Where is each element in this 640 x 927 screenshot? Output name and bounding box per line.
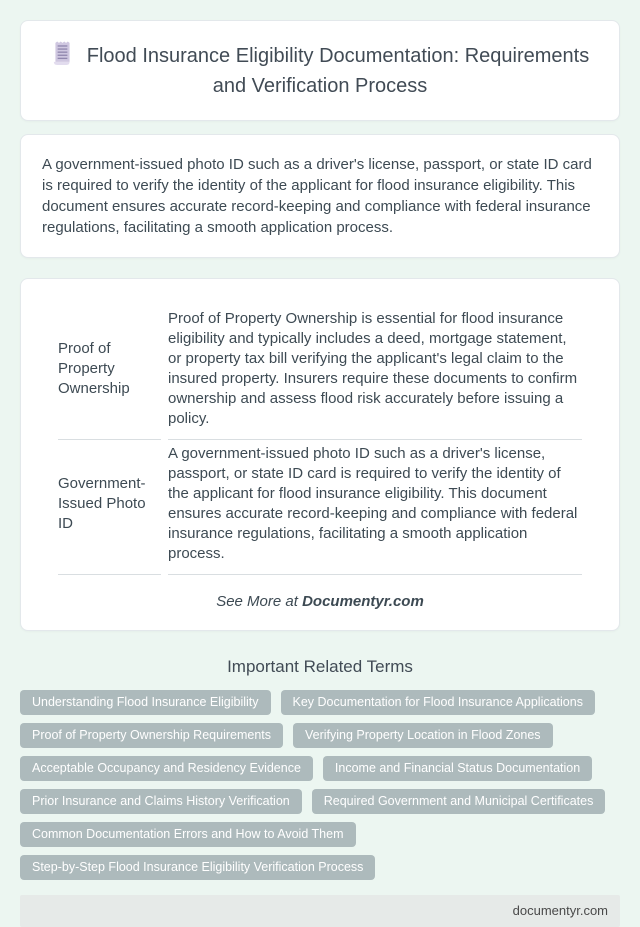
page-title — [49, 40, 591, 101]
term-cell: Proof of Property Ownership — [58, 305, 161, 440]
table-row — [58, 305, 582, 440]
footer-site-link[interactable]: documentyr.com — [512, 903, 608, 918]
intro-card — [20, 134, 620, 258]
related-term-tag[interactable]: Required Government and Municipal Certificates — [312, 789, 606, 814]
related-term-tag[interactable]: Verifying Property Location in Flood Zones — [293, 723, 553, 748]
related-terms-heading: Important Related Terms — [227, 657, 413, 676]
related-term-tag[interactable]: Income and Financial Status Documentation — [323, 756, 592, 781]
description-cell: A government-issued photo ID such as a driver's license, passport, or state ID card is required to verify the identity of the applicant for flood insurance eligibility. This document ensures accurate record-keeping and compliance with federal insurance regulations, facilitating a smooth application process. — [168, 440, 582, 575]
terms-table-body — [58, 305, 582, 575]
related-term-tag[interactable]: Common Documentation Errors and How to Avoid Them — [20, 822, 356, 847]
title-card — [20, 20, 620, 121]
terms-card — [20, 278, 620, 631]
see-more-prefix: See More at — [216, 593, 303, 610]
footer-bar — [20, 895, 620, 927]
related-term-tag[interactable]: Proof of Property Ownership Requirements — [20, 723, 283, 748]
description-cell: Proof of Property Ownership is essential for flood insurance eligibility and typically includes a deed, mortgage statement, or property tax bill verifying the applicant's legal claim to the insured property. Insurers require these documents to confirm ownership and assess flood risk accurately before issuing a policy. — [168, 305, 582, 440]
related-term-tag[interactable]: Acceptable Occupancy and Residency Evidence — [20, 756, 313, 781]
terms-table — [51, 305, 589, 575]
see-more-brand-link[interactable]: Documentyr.com — [302, 593, 424, 610]
related-term-tag[interactable]: Key Documentation for Flood Insurance Applications — [281, 690, 595, 715]
related-term-tag[interactable]: Prior Insurance and Claims History Verification — [20, 789, 302, 814]
related-term-tag[interactable]: Understanding Flood Insurance Eligibility — [20, 690, 271, 715]
related-terms-list — [20, 690, 620, 880]
see-more — [51, 593, 589, 610]
intro-paragraph: A government-issued photo ID such as a driver's license, passport, or state ID card is required to verify the identity of the applicant for flood insurance eligibility. This document ensures accurate record-keeping and compliance with federal insurance regulations, facilitating a smooth application process. — [42, 156, 592, 236]
related-term-tag[interactable]: Step-by-Step Flood Insurance Eligibility Verification Process — [20, 855, 375, 880]
receipt-icon — [51, 40, 74, 67]
table-row — [58, 440, 582, 575]
term-cell: Government-Issued Photo ID — [58, 440, 161, 575]
page-title-text: Flood Insurance Eligibility Documentation: Requirements and Verification Process — [86, 45, 590, 97]
page — [0, 20, 640, 927]
